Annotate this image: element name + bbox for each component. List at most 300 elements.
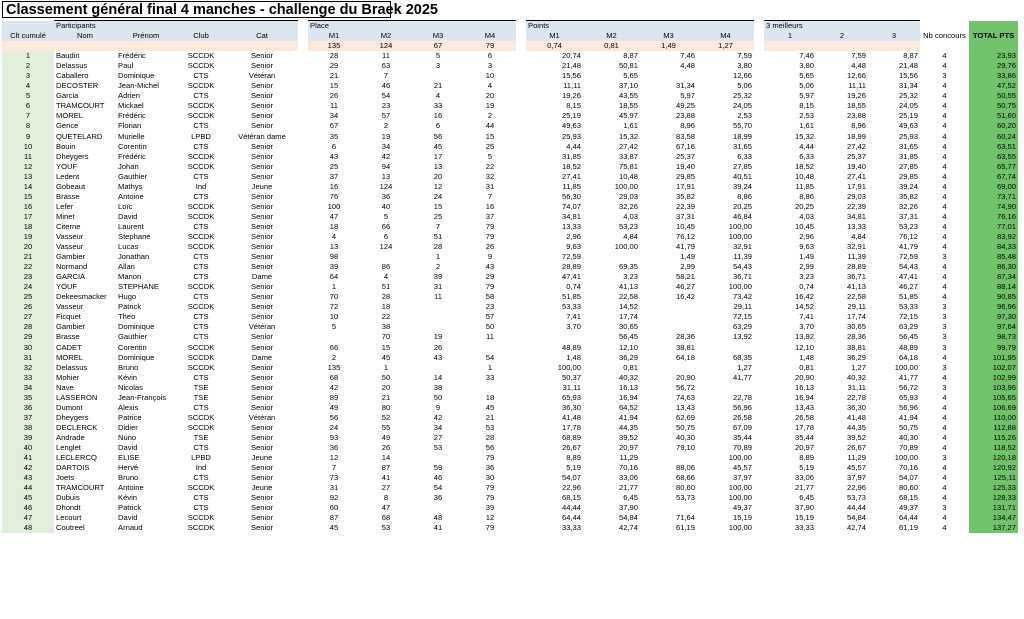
cell-points-m1: 17,78 (561, 422, 581, 432)
cell-place-m2: 45 (381, 352, 391, 362)
column-gap (298, 483, 308, 493)
cell-points-m1: 100,00 (557, 362, 581, 372)
cell-rank: 31 (2, 352, 54, 362)
cell-nom: TRAMCOURT (56, 483, 105, 493)
header-points-m4: M4 (697, 31, 754, 41)
cell-best-1: 16,42 (794, 292, 814, 302)
cell-nom: LECLERCQ (56, 453, 97, 463)
cell-club: SCCDK (187, 211, 215, 221)
cell-points-m2: 100,00 (614, 242, 638, 252)
cell-total-pts: 86,30 (969, 262, 1018, 272)
cell-place-m2: 20 (381, 382, 391, 392)
cell-nb-concours: 3 (942, 312, 947, 322)
cell-cat: Senior (251, 211, 273, 221)
cell-cat: Senior (251, 171, 273, 181)
column-gap (516, 31, 526, 41)
cell-cat: Jeune (251, 181, 273, 191)
cell-points-m4 (697, 382, 754, 392)
cell-place-m3: 11 (434, 292, 442, 302)
cell-place-m4: 10 (485, 71, 495, 81)
ref-empty (176, 41, 226, 51)
cell-points-m3: 37,31 (675, 211, 695, 221)
table-row (2, 262, 1018, 272)
table-row (2, 141, 1018, 151)
header-best-3: 3 (868, 31, 920, 41)
cell-cat: Senior (251, 101, 273, 111)
cell-prenom: Nuno (118, 432, 137, 442)
column-gap (516, 221, 526, 231)
cell-place-m3: 59 (433, 463, 443, 473)
column-gap (516, 282, 526, 292)
column-gap (516, 81, 526, 91)
cell-prenom: Arnaud (118, 523, 143, 533)
cell-points-m4: 45,57 (732, 463, 752, 473)
header-points-m3: M3 (640, 31, 697, 41)
cell-points-m3: 83,58 (675, 131, 695, 141)
group-points: Points (526, 21, 754, 31)
cell-nb-concours: 4 (942, 292, 947, 302)
cell-best-1: 4,03 (799, 211, 814, 221)
cell-place-m1: 76 (329, 191, 339, 201)
cell-nom: Coutreel (56, 523, 85, 533)
cell-best-3: 53,23 (898, 221, 918, 231)
cell-club: SCCDK (187, 61, 215, 71)
cell-best-2: 27,42 (846, 141, 866, 151)
cell-total-pts: 102,99 (969, 372, 1018, 382)
column-gap (298, 262, 308, 272)
cell-points-m1 (526, 332, 583, 342)
cell-best-2: 44,44 (846, 503, 866, 513)
cell-best-3: 65,93 (898, 392, 918, 402)
cell-place-m1: 60 (329, 503, 339, 513)
cell-best-3: 72,15 (898, 312, 918, 322)
cell-points-m3 (640, 312, 697, 322)
cell-place-m4: 9 (487, 252, 493, 262)
cell-points-m2: 0,81 (623, 362, 638, 372)
column-gap (754, 61, 764, 71)
cell-points-m4: 100,00 (728, 282, 752, 292)
cell-best-2: 34,81 (846, 211, 866, 221)
cell-points-m1: 64,44 (561, 513, 581, 523)
cell-best-3: 63,29 (898, 322, 918, 332)
cell-nb-concours: 4 (942, 262, 947, 272)
cell-points-m1: 27,41 (561, 171, 581, 181)
cell-best-3: 8,87 (903, 51, 918, 61)
cell-place-m4: 1 (487, 362, 493, 372)
cell-nb-concours: 3 (942, 342, 947, 352)
cell-points-m1: 41,48 (561, 412, 581, 422)
cell-place-m4: 18 (485, 392, 495, 402)
cell-best-1: 4,44 (799, 141, 814, 151)
cell-place-m3 (412, 362, 464, 372)
cell-club: CTS (193, 503, 209, 513)
cell-points-m3: 13,43 (675, 402, 695, 412)
cell-place-m1: 13 (329, 242, 339, 252)
cell-best-3: 40,30 (898, 432, 918, 442)
cell-best-1: 7,46 (799, 51, 814, 61)
cell-cat: Senior (251, 81, 273, 91)
cell-points-m1: 11,85 (562, 181, 581, 191)
cell-nb-concours: 4 (942, 171, 947, 181)
cell-nb-concours: 4 (942, 151, 947, 161)
cell-points-m3 (640, 322, 697, 332)
cell-place-m4: 15 (485, 131, 495, 141)
column-gap (298, 61, 308, 71)
table-row (2, 442, 1018, 452)
cell-place-m1: 37 (329, 171, 339, 181)
column-gap (754, 463, 764, 473)
cell-place-m3: 16 (433, 111, 443, 121)
cell-points-m2: 15,32 (618, 131, 638, 141)
cell-best-1: 35,44 (794, 432, 814, 442)
column-gap (298, 503, 308, 513)
cell-place-m3: 20 (433, 171, 443, 181)
cell-rank: 6 (2, 101, 54, 111)
cell-nb-concours: 4 (942, 272, 947, 282)
cell-nom: Brasse (56, 191, 80, 201)
cell-nom: Delassus (56, 362, 88, 372)
cell-club: SCCDK (187, 352, 215, 362)
cell-nb-concours: 4 (942, 493, 947, 503)
cell-place-m1: 25 (329, 161, 339, 171)
cell-club: CTS (193, 171, 209, 181)
cell-cat: Vétéran dame (238, 131, 286, 141)
cell-place-m2: 27 (381, 483, 391, 493)
cell-nb-concours: 3 (942, 362, 947, 372)
column-gap (754, 252, 764, 262)
column-gap (754, 382, 764, 392)
column-gap (298, 231, 308, 241)
cell-cat: Senior (251, 242, 273, 252)
column-gap (298, 392, 308, 402)
cell-points-m4: 41,77 (732, 372, 752, 382)
cell-points-m3 (640, 71, 697, 81)
cell-place-m2: 57 (381, 111, 391, 121)
cell-place-m1: 42 (329, 382, 339, 392)
cell-best-2: 29,03 (846, 191, 866, 201)
cell-club: CTS (193, 91, 209, 101)
cell-cat: Vétéran (248, 412, 276, 422)
cell-place-m3: 7 (435, 221, 441, 231)
cell-place-m1: 4 (331, 232, 337, 241)
cell-best-1: 3,70 (799, 322, 814, 332)
cell-points-m3: 53,73 (675, 493, 695, 503)
column-gap (516, 181, 526, 191)
cell-total-pts: 105,65 (969, 392, 1018, 402)
cell-points-m3: 46,27 (675, 282, 695, 292)
cell-place-m2: 124 (379, 181, 393, 191)
table-row (2, 181, 1018, 191)
cell-points-m1: 47,41 (561, 272, 581, 282)
cell-club: LPBD (191, 131, 211, 141)
cell-prenom: Jean-François (118, 392, 167, 402)
cell-prenom: Murielle (118, 131, 145, 141)
column-gap (516, 302, 526, 312)
cell-place-m3: 38 (433, 382, 443, 392)
cell-points-m2: 41,13 (618, 282, 638, 292)
cell-total-pts: 77,01 (969, 221, 1018, 231)
column-gap (516, 292, 526, 302)
table-row (2, 252, 1018, 262)
cell-nom: MOREL (56, 111, 84, 121)
cell-points-m2: 12,10 (618, 342, 638, 352)
cell-points-m4: 100,00 (728, 493, 752, 503)
column-gap (298, 523, 308, 533)
cell-club: CTS (193, 473, 209, 483)
cell-points-m2: 69,35 (618, 262, 638, 272)
cell-cat: Senior (251, 372, 273, 382)
cell-total-pts: 50,55 (969, 91, 1018, 101)
cell-best-1: 2,99 (799, 262, 814, 272)
cell-best-2: 25,37 (846, 151, 866, 161)
cell-points-m1: 28,89 (561, 262, 581, 272)
column-header-row (2, 31, 1018, 41)
column-gap (516, 41, 526, 51)
cell-best-2: 36,29 (846, 352, 866, 362)
cell-nb-concours: 4 (942, 221, 947, 231)
cell-points-m4: 5,06 (737, 81, 752, 91)
cell-prenom: STEPHANE (118, 282, 159, 292)
cell-club: SCCDK (187, 483, 215, 493)
cell-place-m2: 5 (383, 211, 389, 221)
table-row (2, 412, 1018, 422)
cell-place-m1: 11 (330, 101, 338, 111)
cell-club: SCCDK (187, 342, 215, 352)
cell-best-1: 8,89 (799, 453, 814, 463)
cell-points-m1: 19,26 (561, 91, 581, 101)
cell-points-m1: 36,30 (561, 402, 581, 412)
cell-place-m4: 12 (485, 513, 495, 523)
cell-best-3: 72,59 (898, 252, 918, 262)
cell-points-m3 (640, 453, 697, 463)
cell-points-m1: 15,56 (561, 71, 581, 81)
table-row (2, 231, 1018, 241)
cell-best-2: 13,33 (846, 221, 866, 231)
cell-nom: Brasse (56, 332, 80, 342)
header-points-m1: M1 (526, 31, 583, 41)
cell-best-1: 1,48 (799, 352, 814, 362)
cell-place-m2: 22 (381, 312, 391, 322)
table-row (2, 211, 1018, 221)
column-gap (754, 372, 764, 382)
column-gap (516, 442, 526, 452)
cell-club: CTS (193, 272, 209, 282)
cell-place-m4: 32 (485, 171, 495, 181)
column-gap (754, 503, 764, 513)
cell-best-1: 33,06 (794, 473, 814, 483)
cell-rank: 32 (2, 362, 54, 372)
cell-points-m2: 42,74 (618, 523, 638, 533)
cell-cat: Senior (251, 392, 273, 402)
cell-total-pts: 97,64 (969, 322, 1018, 332)
cell-cat: Senior (251, 422, 273, 432)
cell-prenom: Adrien (118, 91, 140, 101)
cell-points-m1: 26,67 (561, 442, 581, 452)
cell-place-m1: 21 (329, 71, 339, 81)
cell-place-m4 (464, 382, 516, 392)
cell-place-m1: 56 (329, 412, 339, 422)
column-gap (754, 513, 764, 523)
cell-prenom: Bruno (118, 473, 139, 483)
column-gap (516, 171, 526, 181)
cell-place-m1: 35 (329, 131, 339, 141)
cell-points-m3: 22,39 (675, 201, 695, 211)
cell-prenom: Corentin (118, 141, 147, 151)
cell-place-m1: 87 (329, 513, 339, 523)
column-gap (516, 483, 526, 493)
cell-place-m2: 70 (381, 332, 391, 342)
cell-total-pts: 76,16 (969, 211, 1018, 221)
table-row (2, 513, 1018, 523)
cell-points-m3: 4,48 (680, 61, 695, 71)
cell-nom: Gence (56, 121, 79, 131)
table-row (2, 503, 1018, 513)
header-cat: Cat (226, 31, 298, 41)
cell-cat: Senior (251, 432, 273, 442)
column-gap (298, 282, 308, 292)
cell-best-1: 2,96 (799, 232, 814, 241)
cell-best-3: 76,12 (898, 232, 918, 241)
cell-nb-concours: 4 (942, 422, 947, 432)
cell-points-m2: 45,97 (618, 111, 638, 121)
cell-rank: 34 (2, 382, 54, 392)
cell-cat: Senior (251, 262, 273, 272)
cell-best-1: 18,52 (794, 161, 814, 171)
ref-place-m2: 124 (360, 41, 412, 51)
cell-prenom: Gauthier (118, 332, 148, 342)
cell-points-m2: 54,84 (618, 513, 638, 523)
cell-cat: Senior (251, 463, 273, 473)
cell-best-1: 21,77 (794, 483, 814, 493)
cell-prenom: Paul (118, 61, 134, 71)
cell-total-pts: 23,93 (969, 51, 1018, 61)
cell-place-m2: 28 (381, 292, 391, 302)
cell-nom: Caballero (56, 71, 89, 81)
table-row (2, 473, 1018, 483)
cell-rank: 9 (2, 131, 54, 141)
cell-points-m1: 48,89 (561, 342, 581, 352)
cell-rank: 10 (2, 141, 54, 151)
ref-empty (764, 41, 816, 51)
cell-nb-concours: 4 (942, 91, 947, 101)
cell-place-m2: 68 (381, 513, 391, 523)
column-gap (754, 221, 764, 231)
cell-best-3: 100,00 (894, 362, 918, 372)
cell-best-1: 20,97 (794, 442, 814, 452)
table-row (2, 493, 1018, 503)
ref-points-m4: 1,27 (697, 41, 754, 51)
cell-nom: CADET (56, 342, 82, 352)
cell-nom: Dubuis (56, 493, 80, 503)
cell-place-m3: 1 (435, 252, 441, 262)
ranking-body (2, 51, 1018, 533)
column-gap (298, 352, 308, 362)
cell-best-1: 13,92 (794, 332, 814, 342)
cell-total-pts: 63,51 (969, 141, 1018, 151)
header-place-m3: M3 (412, 31, 464, 41)
cell-total-pts: 51,60 (969, 111, 1018, 121)
ref-empty (816, 41, 868, 51)
cell-place-m3 (412, 322, 464, 332)
cell-club: SCCDK (187, 282, 215, 292)
cell-place-m1: 92 (329, 493, 339, 503)
cell-best-2: 53,73 (846, 493, 866, 503)
cell-best-1: 8,15 (799, 101, 814, 111)
cell-place-m3: 14 (433, 372, 443, 382)
cell-nom: TRAMCOURT (56, 101, 105, 111)
cell-points-m2: 21,77 (618, 483, 638, 493)
cell-best-2: 54,84 (846, 513, 866, 523)
cell-rank: 11 (2, 151, 54, 161)
cell-nom: QUETELARD (56, 131, 103, 141)
cell-place-m3 (412, 312, 464, 322)
cell-place-m4: 79 (485, 453, 495, 463)
cell-place-m1: 29 (329, 61, 339, 71)
header-best-2: 2 (816, 31, 868, 41)
column-gap (754, 71, 764, 81)
table-row (2, 242, 1018, 252)
cell-rank: 38 (2, 422, 54, 432)
cell-place-m4: 56 (485, 442, 495, 452)
cell-points-m1: 49,63 (561, 121, 581, 131)
cell-best-2: 22,58 (846, 292, 866, 302)
cell-place-m3: 33 (433, 101, 443, 111)
column-gap (298, 322, 308, 332)
cell-points-m4: 67,09 (732, 422, 752, 432)
table-row (2, 322, 1018, 332)
cell-nb-concours: 4 (942, 201, 947, 211)
cell-best-1: 10,45 (794, 221, 814, 231)
header-place-m1: M1 (308, 31, 360, 41)
cell-rank: 42 (2, 463, 54, 473)
cell-best-3: 15,56 (898, 71, 918, 81)
cell-best-1: 11,85 (795, 181, 814, 191)
cell-place-m1: 45 (329, 523, 339, 533)
cell-best-2: 22,96 (846, 483, 866, 493)
cell-total-pts: 102,07 (969, 362, 1018, 372)
cell-points-m4: 20,25 (732, 201, 752, 211)
cell-points-m2: 39,52 (618, 432, 638, 442)
cell-nom: Lefer (56, 201, 74, 211)
cell-best-1: 3,80 (799, 61, 814, 71)
cell-nom: Bouin (56, 141, 76, 151)
cell-place-m2: 15 (381, 342, 391, 352)
cell-place-m2: 63 (381, 61, 391, 71)
column-gap (516, 473, 526, 483)
cell-points-m3: 20,90 (675, 372, 695, 382)
cell-club: SCCDK (187, 242, 215, 252)
cell-cat: Senior (251, 292, 273, 302)
cell-place-m4: 79 (485, 523, 495, 533)
cell-place-m1: 10 (329, 312, 339, 322)
cell-nom: Dheygers (56, 151, 89, 161)
cell-points-m2: 4,84 (623, 232, 638, 241)
column-gap (298, 211, 308, 221)
column-gap (298, 442, 308, 452)
cell-prenom: Hugo (118, 292, 137, 302)
cell-prenom: Patrick (118, 503, 142, 513)
cell-points-m1: 1,48 (566, 352, 581, 362)
cell-place-m2: 51 (381, 282, 391, 292)
cell-best-3: 50,75 (898, 422, 918, 432)
cell-place-m3: 56 (433, 131, 443, 141)
cell-prenom: Florian (118, 121, 142, 131)
column-gap (516, 422, 526, 432)
cell-best-1: 12,10 (794, 342, 814, 352)
table-row (2, 221, 1018, 231)
cell-prenom: Antoine (118, 483, 144, 493)
cell-rank: 24 (2, 282, 54, 292)
